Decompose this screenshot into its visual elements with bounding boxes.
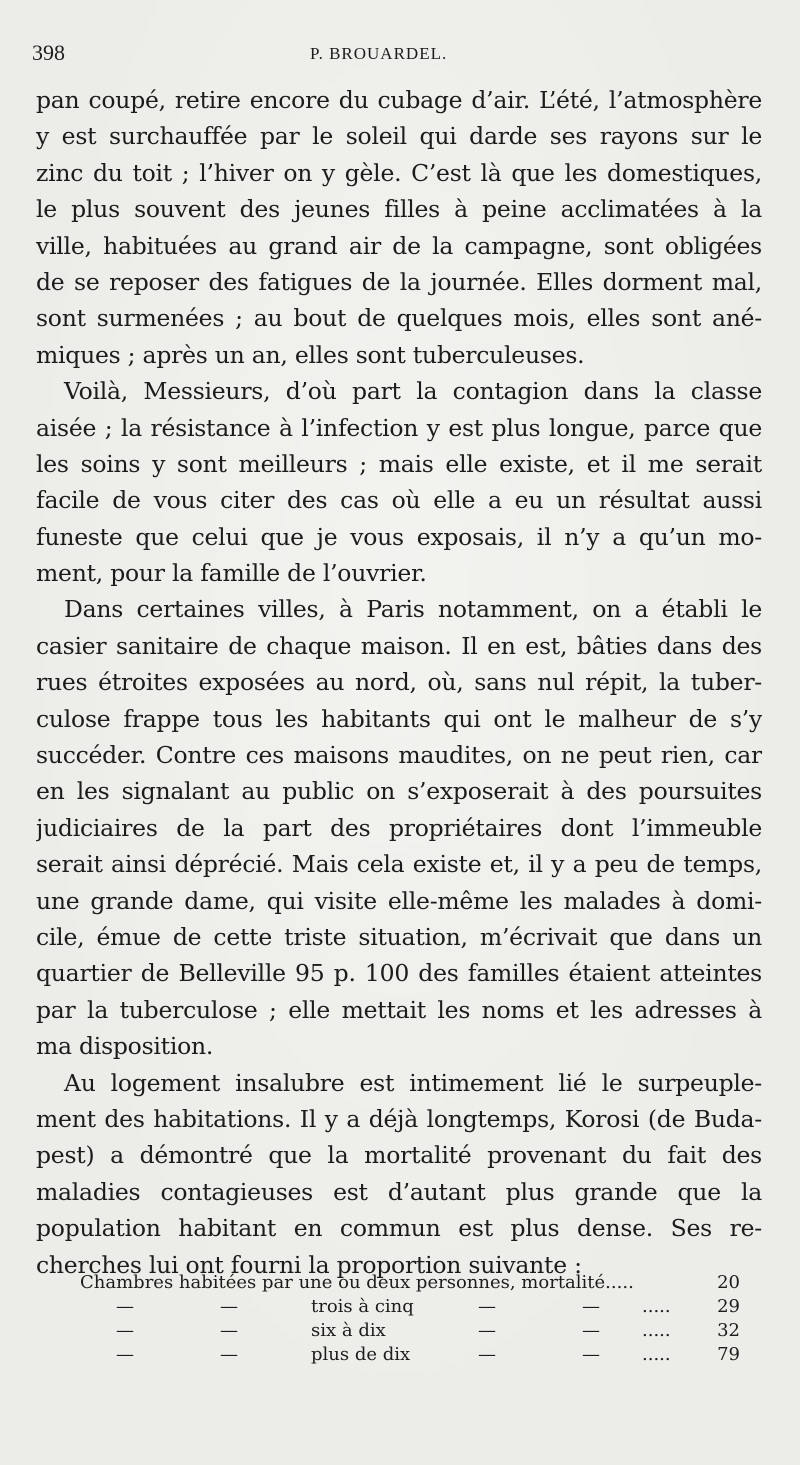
ditto-mark: — (582, 1296, 600, 1317)
row-value: 32 (717, 1320, 740, 1341)
body-text (36, 82, 762, 1283)
ditto-mark: — (116, 1296, 134, 1317)
text-line: les soins y sont meilleurs ; mais elle existe, et il me serait (36, 449, 762, 478)
leader-dots: ..... (642, 1344, 671, 1365)
row-label: plus de dix (311, 1344, 411, 1365)
page-header (32, 40, 762, 70)
leader-dots: ..... (642, 1320, 671, 1341)
text-line: une grande dame, qui visite elle-même les malades à domi- (36, 886, 762, 915)
text-line: quartier de Belleville 95 p. 100 des familles étaient atteintes (36, 959, 762, 988)
ditto-mark: — (116, 1344, 134, 1365)
text-line: aisée ; la résistance à l’infection y est plus longue, parce que (36, 413, 762, 442)
table-row (80, 1320, 740, 1344)
row-value: 79 (717, 1344, 740, 1365)
text-line: en les signalant au public on s’exposerait à des poursuites (36, 777, 762, 806)
table-row (80, 1272, 740, 1296)
text-line: population habitant en commun est plus dense. Ses re- (36, 1214, 762, 1243)
text-line: miques ; après un an, elles sont tuberculeuses. (36, 340, 585, 369)
ditto-mark: — (478, 1296, 496, 1317)
ditto-mark: — (582, 1320, 600, 1341)
text-line: par la tuberculose ; elle mettait les noms et les adresses à (36, 995, 762, 1024)
ditto-mark: — (220, 1320, 238, 1341)
text-line: de se reposer des fatigues de la journée. Elles dorment mal, (36, 267, 762, 296)
row-label: trois à cinq (311, 1296, 414, 1317)
text-line: pan coupé, retire encore du cubage d’air. L’été, l’atmosphère (36, 86, 762, 114)
text-line: ment, pour la famille de l’ouvrier. (36, 559, 427, 588)
paragraph-start-line: Dans certaines villes, à Paris notamment, on a établi le (64, 595, 762, 624)
text-line: funeste que celui que je vous exposais, il n’y a qu’un mo- (36, 522, 762, 551)
text-line: cile, émue de cette triste situation, m’écrivait que dans un (36, 922, 762, 951)
text-line: pest) a démontré que la mortalité provenant du fait des (36, 1141, 762, 1170)
table-row (80, 1344, 740, 1368)
text-line: ma disposition. (36, 1032, 214, 1061)
running-head: P. BROUARDEL. (310, 44, 448, 63)
row-label: Chambres habitées par une ou deux personnes, mortalité..... (80, 1272, 634, 1293)
ditto-mark: — (478, 1344, 496, 1365)
text-line: succéder. Contre ces maisons maudites, on ne peut rien, car (36, 741, 762, 770)
text-line: ment des habitations. Il y a déjà longtemps, Korosi (de Buda- (36, 1104, 762, 1133)
page-number: 398 (32, 40, 65, 65)
text-line: casier sanitaire de chaque maison. Il en est, bâties dans des (36, 631, 762, 660)
ditto-mark: — (116, 1320, 134, 1341)
leader-dots: ..... (642, 1296, 671, 1317)
text-line: cherches lui ont fourni la proportion suivante : (36, 1250, 582, 1279)
ditto-mark: — (220, 1344, 238, 1365)
ditto-mark: — (582, 1344, 600, 1365)
text-line: maladies contagieuses est d’autant plus grande que la (36, 1177, 762, 1206)
table-row (80, 1296, 740, 1320)
text-line: ville, habituées au grand air de la campagne, sont obligées (36, 231, 762, 260)
text-line: y est surchauffée par le soleil qui darde ses rayons sur le (36, 122, 762, 151)
text-line: sont surmenées ; au bout de quelques mois, elles sont ané- (36, 304, 762, 333)
text-line: serait ainsi déprécié. Mais cela existe et, il y a peu de temps, (36, 850, 762, 879)
row-value: 29 (717, 1296, 740, 1317)
paragraph-start-line: Voilà, Messieurs, d’où part la contagion dans la classe (64, 377, 762, 406)
paragraph-start-line: Au logement insalubre est intimement lié le surpeuple- (64, 1068, 762, 1097)
text-line: zinc du toit ; l’hiver on y gèle. C’est là que les domestiques, (36, 158, 762, 187)
text-line: judiciaires de la part des propriétaires dont l’immeuble (36, 813, 762, 842)
mortality-table (80, 1272, 740, 1368)
ditto-mark: — (220, 1296, 238, 1317)
text-line: le plus souvent des jeunes filles à peine acclimatées à la (36, 195, 762, 224)
text-line: rues étroites exposées au nord, où, sans nul répit, la tuber- (36, 668, 762, 697)
text-line: culose frappe tous les habitants qui ont le malheur de s’y (36, 704, 762, 733)
row-value: 20 (717, 1272, 740, 1293)
text-line: facile de vous citer des cas où elle a eu un résultat aussi (36, 486, 762, 515)
ditto-mark: — (478, 1320, 496, 1341)
row-label: six à dix (311, 1320, 386, 1341)
